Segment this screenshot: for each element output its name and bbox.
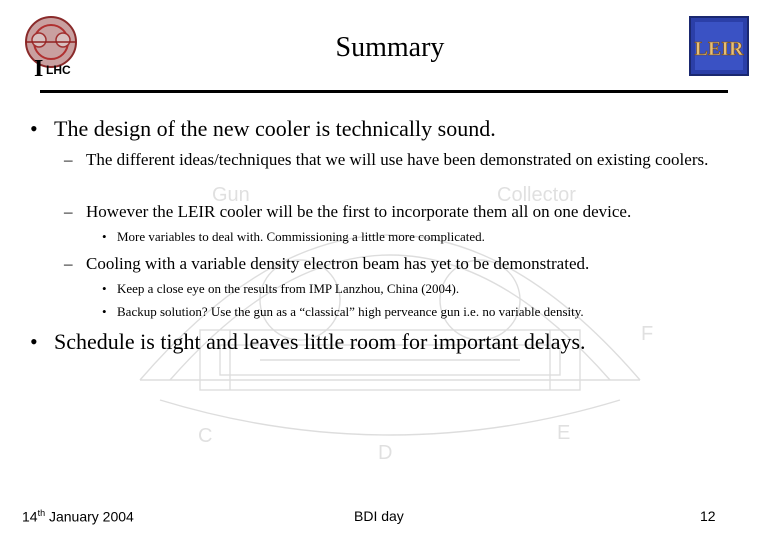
subbullet-text: However the LEIR cooler will be the first to incorporate them all on one device. bbox=[86, 202, 632, 221]
dash: – bbox=[64, 254, 73, 273]
footer-date-suffix: th bbox=[37, 508, 46, 518]
bg-label-e: E bbox=[557, 422, 571, 444]
subsub-text: More variables to deal with. Commissioning a little more complicated. bbox=[117, 229, 485, 244]
bullet-dot: • bbox=[30, 329, 38, 354]
footer-page-number: 12 bbox=[700, 508, 716, 524]
bg-label-gun: Gun bbox=[212, 184, 250, 206]
dot: • bbox=[102, 304, 107, 319]
title-rule bbox=[40, 90, 728, 93]
svg-text:LEIR: LEIR bbox=[694, 38, 744, 60]
subbullet-text: The different ideas/techniques that we will use have been demonstrated on existing coolers. bbox=[86, 150, 709, 169]
bullet-dot: • bbox=[30, 116, 38, 141]
slide-title: Summary bbox=[335, 32, 445, 63]
svg-text:LHC: LHC bbox=[46, 63, 71, 77]
bg-label-d: D bbox=[378, 442, 393, 464]
bg-label-collector: Collector bbox=[497, 184, 576, 206]
subsub-text: Keep a close eye on the results from IMP Lanzhou, China (2004). bbox=[117, 281, 460, 296]
dot: • bbox=[102, 281, 107, 296]
bullet-text: Schedule is tight and leaves little room for important delays. bbox=[54, 329, 586, 354]
svg-text:I: I bbox=[34, 56, 44, 80]
bg-label-f: F bbox=[641, 323, 654, 345]
bullet-text: The design of the new cooler is technically sound. bbox=[54, 116, 496, 141]
dash: – bbox=[64, 202, 73, 221]
footer-date bbox=[22, 508, 134, 525]
subbullet-text: Cooling with a variable density electron beam has yet to be demonstrated. bbox=[86, 254, 590, 273]
dot: • bbox=[102, 229, 107, 244]
bg-label-c: C bbox=[198, 425, 213, 447]
footer-event: BDI day bbox=[354, 508, 404, 524]
footer-date-day: 14 bbox=[22, 508, 38, 525]
dash: – bbox=[64, 150, 73, 169]
subsub-text: Backup solution? Use the gun as a “classical” high perveance gun i.e. no variable density. bbox=[117, 304, 584, 319]
footer-date-rest: January 2004 bbox=[45, 508, 134, 525]
